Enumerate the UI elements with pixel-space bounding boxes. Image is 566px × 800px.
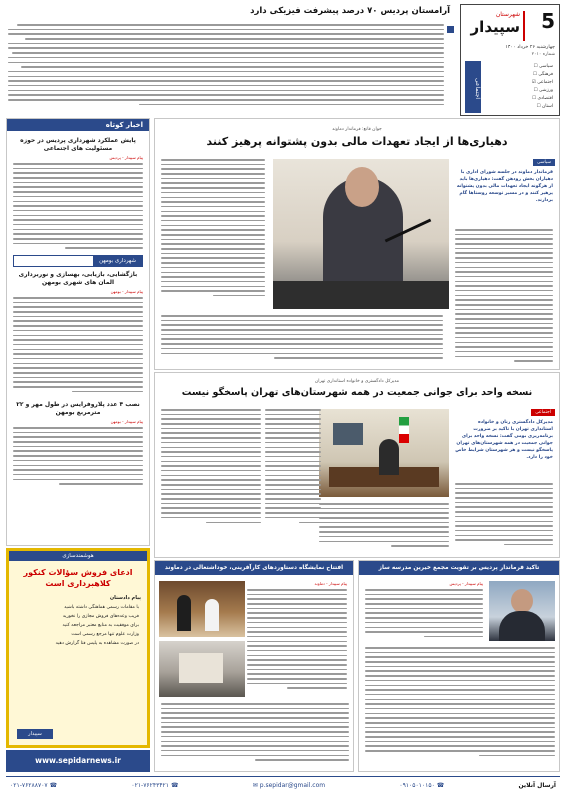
- footer-email[interactable]: ✉ p.sepidar@gmail.com: [252, 782, 326, 789]
- person-figure: [499, 611, 545, 641]
- feature-1-tag: سیاسی: [533, 159, 555, 166]
- person-figure: [177, 595, 191, 631]
- ad-subhead: پیام دادستان: [109, 595, 141, 601]
- display-stand: [179, 653, 223, 683]
- phone-icon: ☎: [171, 782, 179, 789]
- ad-bullet: وزارت علوم تنها مرجع رسمی است: [71, 632, 139, 637]
- footer-label: آرسال آنلاین: [518, 782, 556, 789]
- bottom-right-source: پیام سپیدار - پردیس: [449, 581, 483, 586]
- feature-1: [154, 118, 560, 370]
- bottom-right-body: [365, 589, 483, 643]
- person-head: [511, 589, 533, 613]
- bottom-right-article: [358, 560, 560, 772]
- ad-box: [6, 548, 150, 748]
- news-section-tag-label: شهرداری بومهن: [93, 256, 142, 266]
- person-figure: [379, 439, 399, 475]
- news-section-tag: [13, 255, 143, 267]
- paper-logo: [467, 11, 525, 41]
- news-sidebar: [6, 118, 150, 546]
- feature-2: [154, 372, 560, 558]
- ad-bullet: برای موفقیت به منابع معتبر مراجعه کنید: [62, 623, 139, 628]
- feature-2-kicker: مدیرکل دادگستری و خانواده استانداری تهران: [314, 379, 400, 384]
- phone-icon: ☎: [436, 782, 445, 789]
- person-head: [345, 167, 379, 207]
- news-item-source: پیام سپیدار - بومهن: [110, 419, 143, 424]
- feature-1-lead: فرماندار دماوند در جلسه شورای اداری با دهیاران بخش رودهن گفت: دهیاری‌ها باید از هرگونه ایجاد تعهدات مالی بدون پشتوانه پرهیز کنند و در مسیر توسعه روستاها گام بردارند.: [456, 170, 553, 203]
- footer-phone-1[interactable]: ☎ ۰۹۱۰۵۰۱۰۱۵۰: [399, 782, 445, 789]
- feature-2-col-under-photo: [319, 503, 449, 553]
- bottom-left-body: [247, 589, 347, 699]
- issue-line: شماره ۲۰۱۰: [531, 52, 555, 57]
- bottom-left-body-2: [161, 703, 349, 767]
- feature-1-photo: [273, 159, 449, 309]
- ad-bullet: با مقامات رسمی هماهنگی داشته باشید: [64, 605, 139, 610]
- news-item-body: [13, 163, 143, 251]
- bottom-left-title: افتتاح نمایشگاه دستاوردهای کارآفرینی، خوداشتغالی در دماوند: [155, 561, 353, 575]
- footer-phone-2[interactable]: ☎ ۰۲۱-۷۶۲۴۳۴۲۱: [131, 782, 179, 789]
- bottom-right-title: تاکید فرماندار پردیس بر تقویت مجمع خیرین مدرسه ساز: [359, 561, 559, 575]
- feature-2-photo: [319, 409, 449, 497]
- bottom-left-photo-2: [159, 641, 245, 697]
- bottom-right-body-2: [365, 647, 555, 767]
- bottom-left-article: [154, 560, 354, 772]
- phone-icon: ☎: [49, 782, 58, 789]
- news-sidebar-header: اخبار کوتاه: [7, 119, 149, 131]
- feature-2-col-left: [161, 409, 261, 553]
- masthead: [460, 4, 560, 116]
- ad-section-tag: هوشمندسازی: [9, 551, 147, 561]
- feature-1-kicker: جوان قانع: فرماندار دماوند: [332, 127, 382, 132]
- top-article-icon: [447, 26, 454, 33]
- person-figure: [205, 599, 219, 631]
- news-item-source: پیام سپیدار - پردیس: [109, 155, 143, 160]
- news-item-title: بازگشایی، بازیابی، بهسازی و نوربرداری المان های شهری بومهن: [18, 271, 138, 286]
- footer-phone-3[interactable]: ☎ ۰۲۱-۷۶۲۸۸۷۰۷: [10, 782, 58, 789]
- top-article: [6, 4, 454, 116]
- feature-1-col-left: [161, 159, 265, 309]
- top-article-body: [8, 24, 444, 112]
- feature-2-col-right: [455, 483, 553, 553]
- feature-1-col-right: [455, 229, 553, 365]
- news-item-source: پیام سپیدار - بومهن: [110, 289, 143, 294]
- bottom-right-photo: [489, 581, 555, 641]
- ad-logo: سپیدار: [17, 729, 53, 739]
- news-item-body: [13, 297, 143, 397]
- website-link[interactable]: www.sepidarnews.ir: [6, 750, 150, 772]
- nav-item[interactable]: استان ☐: [536, 104, 553, 109]
- ad-bullet: در صورت مشاهده به پلیس فتا گزارش دهید: [55, 641, 139, 646]
- screen: [333, 423, 363, 445]
- desk: [273, 281, 449, 309]
- ad-bullets: [9, 601, 147, 650]
- nav-item[interactable]: ورزشی ☐: [533, 88, 553, 93]
- page-number: 5: [541, 9, 555, 33]
- news-item-title: نصب ۴ عدد پلاروفرایس در طول مهر و ۲۲ مترمربع بومهن: [16, 401, 140, 416]
- ad-title: ادعای فروش سؤالات کنکور کلاهبرداری است: [23, 568, 133, 588]
- news-item-body: [13, 427, 143, 489]
- mail-icon: ✉: [252, 782, 258, 789]
- footer: [6, 776, 560, 794]
- feature-2-tag: اجتماعی: [531, 409, 555, 416]
- feature-1-col-bottom: [161, 315, 443, 365]
- nav-item[interactable]: اقتصادی ☐: [531, 96, 553, 101]
- flag: [399, 417, 409, 443]
- feature-2-title: نسخه واحد برای جوانی جمعیت در همه شهرستان‌های تهران پاسخگو نیست: [181, 387, 533, 398]
- nav-list: [497, 63, 553, 111]
- news-item-title: پایش عملکرد شهرداری پردیس در حوزه مسئولیت های اجتماعی: [20, 137, 136, 152]
- nav-item[interactable]: اجتماعی ☑: [531, 80, 553, 85]
- bottom-left-photo-1: [159, 581, 245, 637]
- bottom-left-source: پیام سپیدار - دماوند: [314, 581, 347, 586]
- paper-name: سپیدار: [470, 18, 520, 36]
- paper-subtitle: شهرستان: [495, 11, 520, 18]
- top-article-title: آرامستان پردیس ۷۰ درصد پیشرفت فیزیکی دارد: [250, 6, 450, 16]
- section-label: اجتماعی: [465, 61, 481, 113]
- date-line: چهارشنبه ۲۶ خرداد ۱۴۰۰: [505, 45, 555, 50]
- ad-bullet: فریب وعده‌های فروش مجازی را نخورید: [62, 614, 139, 619]
- nav-item[interactable]: سیاسی ☐: [533, 64, 553, 69]
- feature-2-col-mid: [265, 409, 321, 553]
- feature-1-title: دهیاری‌ها از ایجاد تعهدات مالی بدون پشتوانه پرهیز کنند: [206, 135, 508, 148]
- nav-item[interactable]: فرهنگی ☐: [532, 72, 553, 77]
- feature-2-lead: مدیرکل دادگستری زنان و خانواده استانداری تهران با تاکید بر ضرورت برنامه‌ریزی بومی گفت: نسخه واحد برای جوانی جمعیت در همه شهرستان‌های تهران پاسخگو نیست و هر شهرستان شرایط خاص خود را دارد.: [455, 420, 553, 460]
